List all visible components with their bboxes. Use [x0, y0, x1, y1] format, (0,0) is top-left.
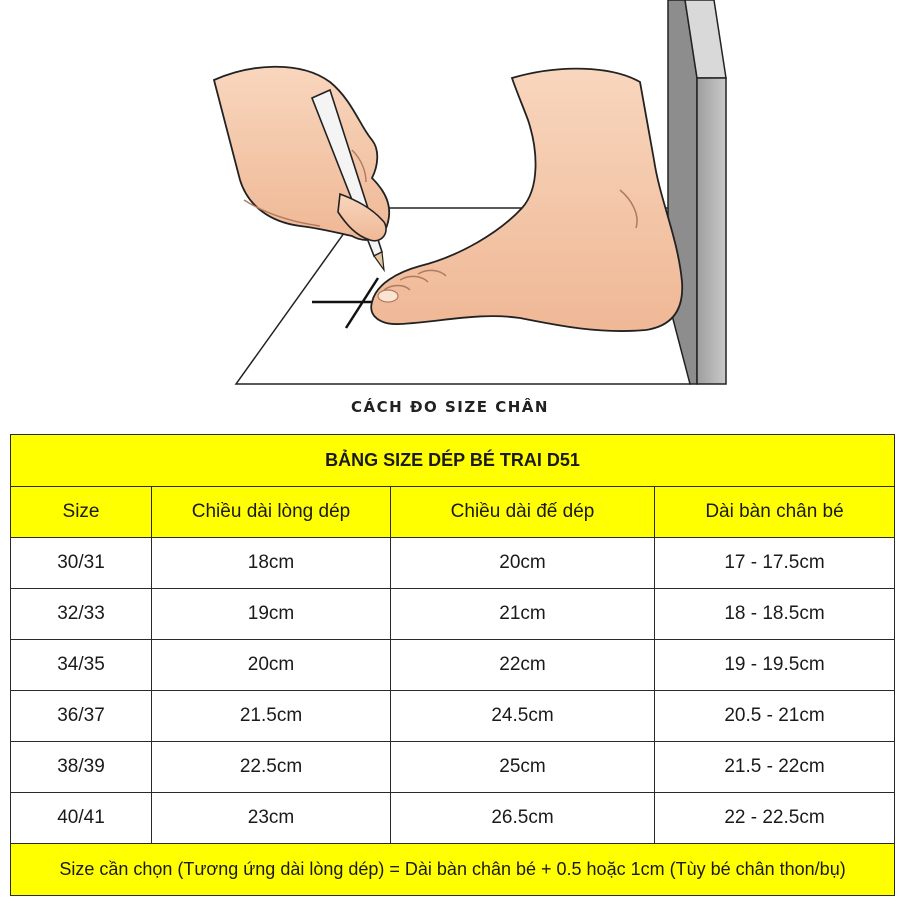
hand-with-pencil-icon [214, 67, 389, 270]
foot-icon [371, 69, 682, 331]
cell-size: 36/37 [11, 691, 152, 742]
foot-measuring-illustration [0, 0, 900, 395]
size-selection-note: Size cần chọn (Tương ứng dài lòng dép) = Dài bàn chân bé + 0.5 hoặc 1cm (Tùy bé chân thon/bụ) [11, 844, 895, 896]
table-note-row [11, 844, 895, 896]
table-title: BẢNG SIZE DÉP BÉ TRAI D51 [11, 435, 895, 487]
cell-sole-length: 25cm [391, 742, 655, 793]
measure-caption: CÁCH ĐO SIZE CHÂN [351, 398, 549, 416]
cell-size: 40/41 [11, 793, 152, 844]
table-row [11, 538, 895, 589]
cell-insole-length: 18cm [152, 538, 391, 589]
cell-size: 32/33 [11, 589, 152, 640]
cell-foot-length: 20.5 - 21cm [655, 691, 895, 742]
table-row [11, 742, 895, 793]
wall-icon [668, 0, 726, 384]
size-chart-table [10, 434, 895, 896]
table-header-row [11, 487, 895, 538]
cell-insole-length: 20cm [152, 640, 391, 691]
header-insole-length: Chiều dài lòng dép [152, 487, 391, 538]
cell-size: 30/31 [11, 538, 152, 589]
header-sole-length: Chiều dài đế dép [391, 487, 655, 538]
table-row [11, 640, 895, 691]
cell-foot-length: 22 - 22.5cm [655, 793, 895, 844]
cell-size: 38/39 [11, 742, 152, 793]
header-foot-length: Dài bàn chân bé [655, 487, 895, 538]
cell-insole-length: 22.5cm [152, 742, 391, 793]
cell-insole-length: 19cm [152, 589, 391, 640]
table-title-row [11, 435, 895, 487]
cell-sole-length: 24.5cm [391, 691, 655, 742]
cell-foot-length: 17 - 17.5cm [655, 538, 895, 589]
cell-insole-length: 21.5cm [152, 691, 391, 742]
table-row [11, 691, 895, 742]
cell-foot-length: 21.5 - 22cm [655, 742, 895, 793]
table-row [11, 793, 895, 844]
cell-foot-length: 19 - 19.5cm [655, 640, 895, 691]
header-size: Size [11, 487, 152, 538]
cell-insole-length: 23cm [152, 793, 391, 844]
cell-foot-length: 18 - 18.5cm [655, 589, 895, 640]
table-row [11, 589, 895, 640]
cell-sole-length: 26.5cm [391, 793, 655, 844]
cell-size: 34/35 [11, 640, 152, 691]
cell-sole-length: 21cm [391, 589, 655, 640]
cell-sole-length: 22cm [391, 640, 655, 691]
cell-sole-length: 20cm [391, 538, 655, 589]
